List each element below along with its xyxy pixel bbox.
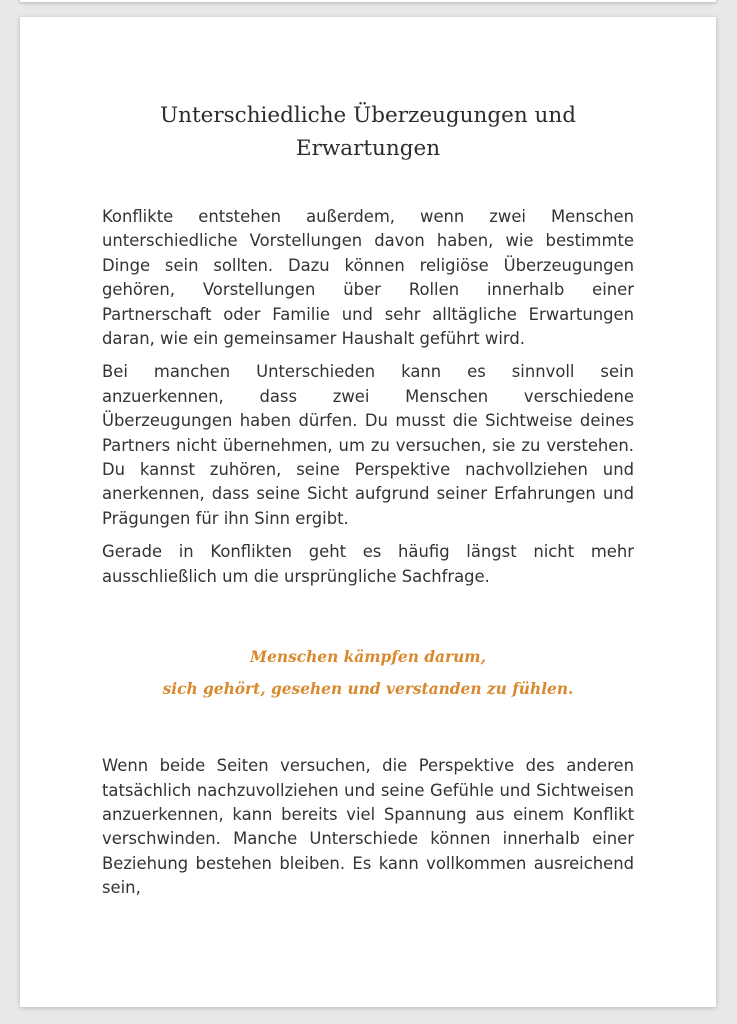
previous-page-edge [20,0,716,2]
pull-quote-line-1: Menschen kämpfen darum, [250,648,486,667]
paragraph-2: Bei manchen Unterschieden kann es sinnvoll sein anzuerkennen, dass zwei Menschen verschiedene Überzeugungen haben dürfen. Du musst die Sichtweise deines Partners nicht übernehmen, um zu versuchen, sie zu verstehen. Du kannst zuhören, seine Perspektive nachvollziehen und anerkennen, dass seine Sicht aufgrund seiner Erfahrungen und Prägungen für ihn Sinn ergibt. [102,362,634,528]
page-title-line-1: Unterschiedliche Überzeugungen und [160,103,576,128]
page-content [102,17,634,901]
paragraph-4: Wenn beide Seiten versuchen, die Perspektive des anderen tatsächlich nachzuvollziehen und seine Gefühle und Sichtweisen anzuerkennen, kann bereits viel Spannung aus einem Konflikt verschwinden. Manche Unterschiede können innerhalb einer Beziehung bestehen bleiben. Es kann vollkommen ausreichend sein, [102,756,634,898]
pull-quote-line-2: sich gehört, gesehen und verstanden zu fühlen. [162,680,574,699]
document-page [20,17,716,1007]
paragraph-1: Konflikte entstehen außerdem, wenn zwei Menschen unterschiedliche Vorstellungen davon haben, wie bestimmte Dinge sein sollten. Dazu können religiöse Überzeugungen gehören, Vorstellungen über Rollen innerhalb einer Partnerschaft oder Familie und sehr alltägliche Erwartungen daran, wie ein gemeinsamer Haushalt geführt wird. [102,207,634,349]
paragraph-3: Gerade in Konflikten geht es häufig längst nicht mehr ausschließlich um die ursprüngliche Sachfrage. [102,542,634,586]
pull-quote [102,641,634,705]
page-title-line-2: Erwartungen [295,136,441,161]
page-title [102,17,634,165]
